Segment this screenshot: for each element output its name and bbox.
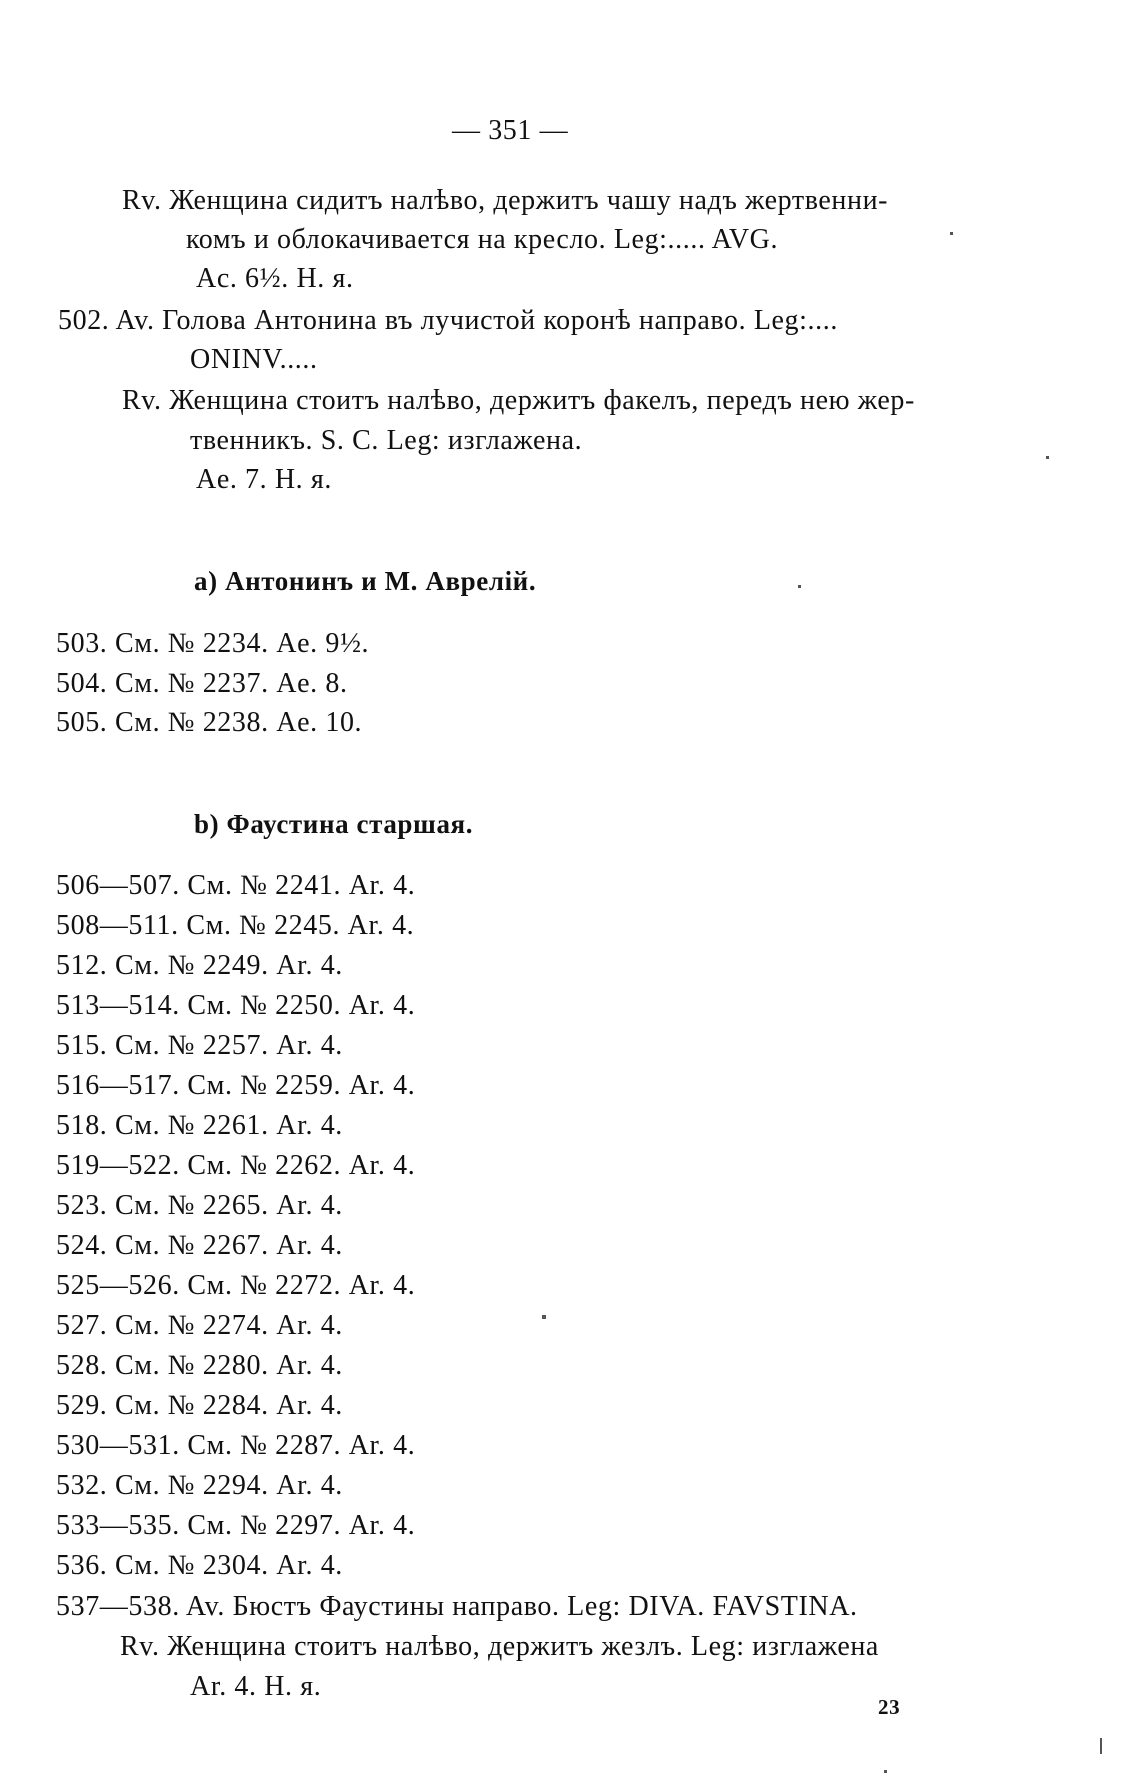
list-item: 530—531. См. № 2287. Ar. 4.: [56, 1430, 416, 1461]
entry-502-reverse-line-2: твенникъ. S. C. Leg: изглажена.: [190, 425, 583, 456]
scan-speck: [542, 1315, 546, 1319]
entry-502-meta: Ae. 7. H. я.: [196, 464, 332, 495]
signature-mark: 23: [878, 1695, 901, 1719]
entry-501-reverse-line-1: Rv. Женщина сидитъ налѣво, держитъ чашу надъ жертвенни-: [122, 185, 889, 216]
scan-speck: [1100, 1738, 1102, 1754]
section-b-heading: b) Фаустина старшая.: [194, 809, 474, 839]
list-item: 518. См. № 2261. Ar. 4.: [56, 1110, 343, 1141]
entry-502-obverse-line-2: ONINV.....: [190, 344, 318, 375]
list-item: 515. См. № 2257. Ar. 4.: [56, 1030, 343, 1061]
list-item: 525—526. См. № 2272. Ar. 4.: [56, 1270, 416, 1301]
entry-502-reverse-line-1: Rv. Женщина стоитъ налѣво, держитъ факелъ, передъ нею жер-: [122, 385, 915, 416]
page-number: — 351 —: [452, 115, 569, 146]
section-a-heading: a) Антонинъ и М. Аврелій.: [194, 566, 537, 596]
list-item: 516—517. См. № 2259. Ar. 4.: [56, 1070, 416, 1101]
list-item: 503. См. № 2234. Ae. 9½.: [56, 628, 370, 659]
list-item: 523. См. № 2265. Ar. 4.: [56, 1190, 343, 1221]
entry-502-obverse-line-1: 502. Av. Голова Антонина въ лучистой коронѣ направо. Leg:....: [58, 305, 838, 336]
list-item: 512. См. № 2249. Ar. 4.: [56, 950, 343, 981]
list-item: 524. См. № 2267. Ar. 4.: [56, 1230, 343, 1261]
list-item: 513—514. См. № 2250. Ar. 4.: [56, 990, 416, 1021]
scan-speck: [798, 585, 801, 588]
list-item: 536. См. № 2304. Ar. 4.: [56, 1550, 343, 1581]
list-item: 508—511. См. № 2245. Ar. 4.: [56, 910, 415, 941]
scan-speck: [950, 232, 953, 235]
scan-speck: [884, 1770, 887, 1773]
list-item: 504. См. № 2237. Ae. 8.: [56, 668, 348, 699]
list-item: 506—507. См. № 2241. Ar. 4.: [56, 870, 416, 901]
entry-501-reverse-line-2: комъ и облокачивается на кресло. Leg:..... AVG.: [186, 224, 779, 255]
entry-537-reverse-line: Rv. Женщина стоитъ налѣво, держитъ жезлъ. Leg: изглажена: [120, 1631, 879, 1662]
list-item: 529. См. № 2284. Ar. 4.: [56, 1390, 343, 1421]
entry-537-meta: Ar. 4. H. я.: [190, 1671, 322, 1702]
list-item: 505. См. № 2238. Ae. 10.: [56, 707, 363, 738]
list-item: 519—522. См. № 2262. Ar. 4.: [56, 1150, 416, 1181]
list-item: 533—535. См. № 2297. Ar. 4.: [56, 1510, 416, 1541]
list-item: 532. См. № 2294. Ar. 4.: [56, 1470, 343, 1501]
list-item: 527. См. № 2274. Ar. 4.: [56, 1310, 343, 1341]
scan-speck: [1046, 456, 1049, 459]
entry-537-obverse-line: 537—538. Av. Бюстъ Фаустины направо. Leg: DIVA. FAVSTINA.: [56, 1591, 858, 1622]
entry-501-meta: Ac. 6½. H. я.: [196, 263, 354, 294]
list-item: 528. См. № 2280. Ar. 4.: [56, 1350, 343, 1381]
